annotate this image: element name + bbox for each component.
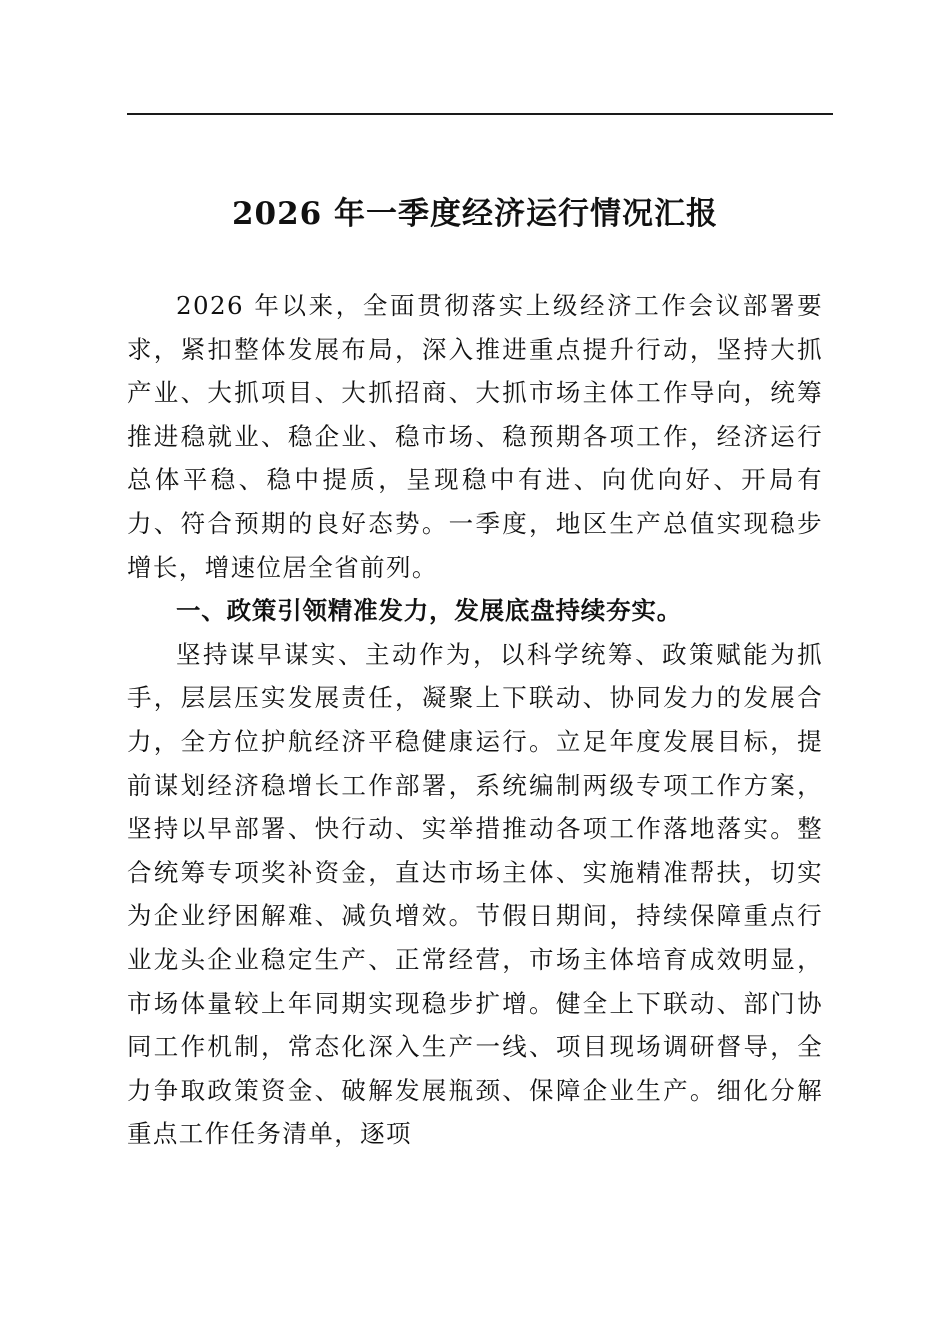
section-1-paragraph: 坚持谋早谋实、主动作为，以科学统筹、政策赋能为抓手，层层压实发展责任，凝聚上下联动、协同发力的发展合力，全方位护航经济平稳健康运行。立足年度发展目标，提前谋划经济稳增长工作部署，系统编制两级专项工作方案，坚持以早部署、快行动、实举措推动各项工作落地落实。整合统筹专项奖补资金，直达市场主体、实施精准帮扶，切实为企业纾困解难、减负增效。节假日期间，持续保障重点行业龙头企业稳定生产、正常经营，市场主体培育成效明显，市场体量较上年同期实现稳步扩增。健全上下联动、部门协同工作机制，常态化深入生产一线、项目现场调研督导，全力争取政策资金、破解发展瓶颈、保障企业生产。细化分解重点工作任务清单，逐项: [127, 639, 823, 1149]
document-body: [127, 284, 823, 1156]
document-title: 2026 年一季度经济运行情况汇报: [231, 196, 719, 232]
intro-paragraph: 2026 年以来，全面贯彻落实上级经济工作会议部署要求，紧扣整体发展布局，深入推进重点提升行动，坚持大抓产业、大抓项目、大抓招商、大抓市场主体工作导向，统筹推进稳就业、稳企业、稳市场、稳预期各项工作，经济运行总体平稳、稳中提质，呈现稳中有进、向优向好、开局有力、符合预期的良好态势。一季度，地区生产总值实现稳步增长，增速位居全省前列。: [127, 291, 823, 582]
section-heading-1: 一、政策引领精准发力，发展底盘持续夯实。: [176, 596, 682, 626]
header-rule: [127, 113, 833, 115]
